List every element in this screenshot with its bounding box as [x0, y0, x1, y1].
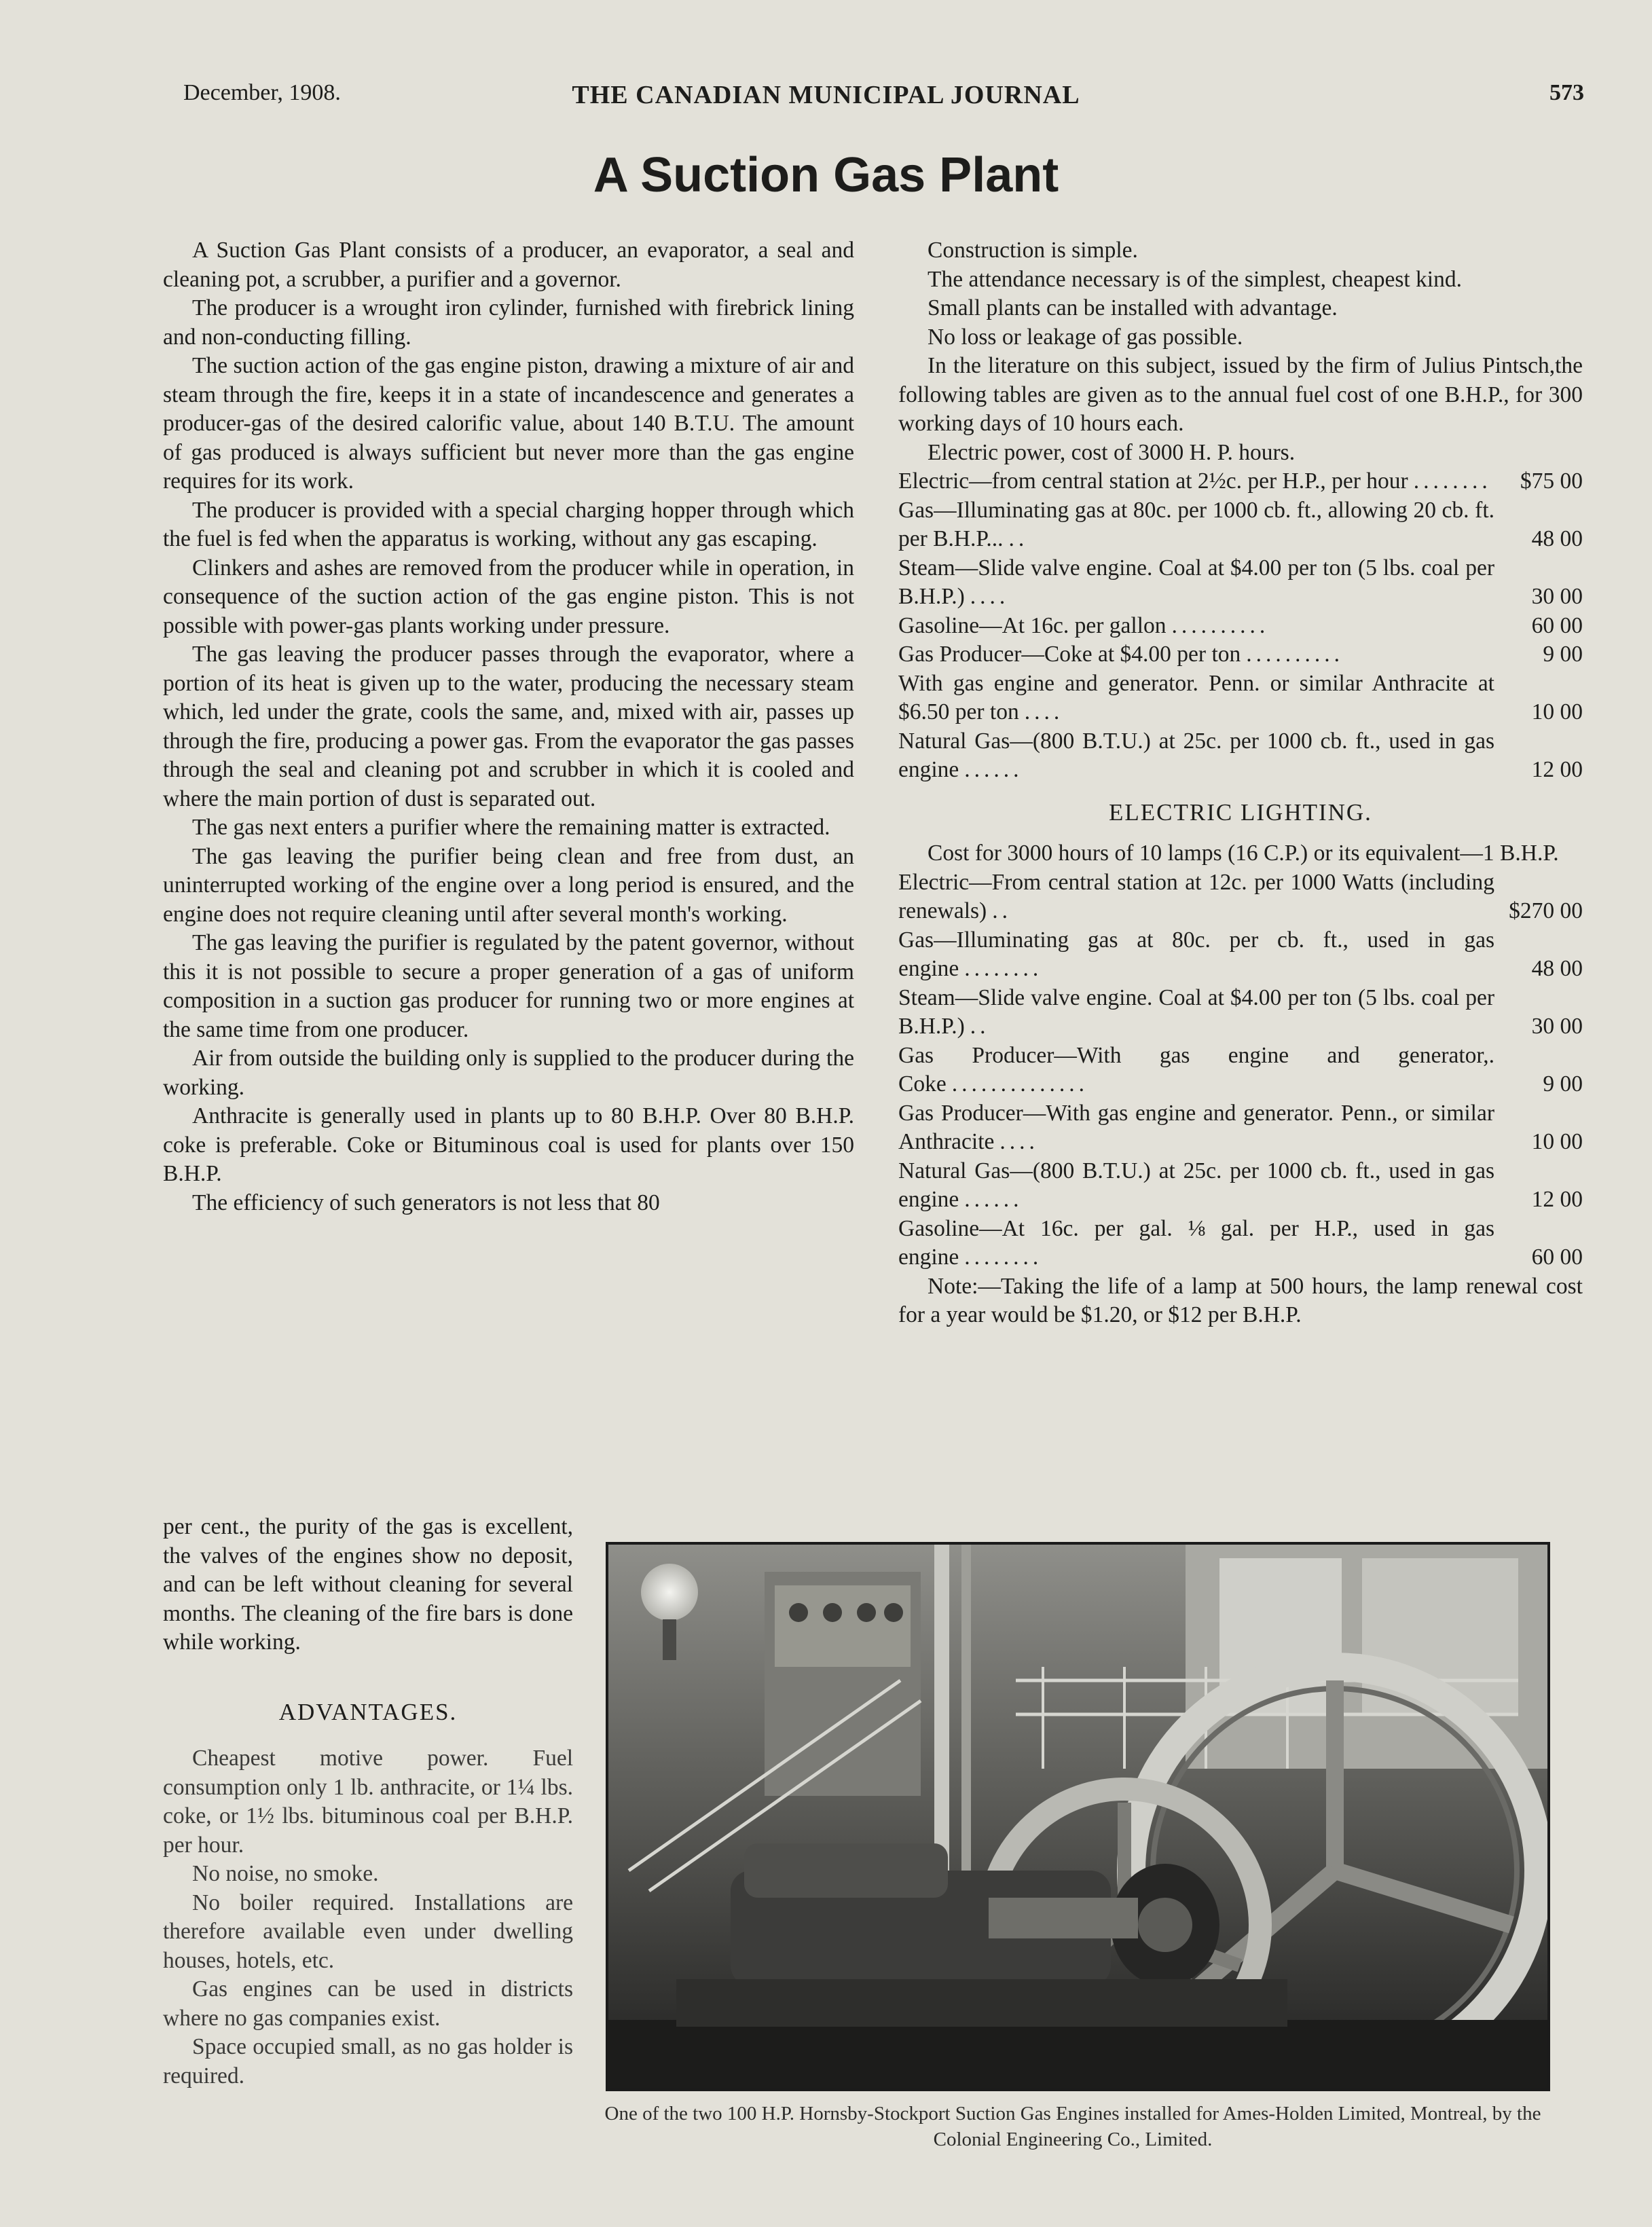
table-row — [898, 984, 1583, 1042]
paragraph: No loss or leakage of gas possible. — [928, 324, 1243, 350]
paragraph: Small plants can be installed with advantage. — [928, 295, 1338, 320]
left-column — [163, 236, 854, 1217]
table-row — [898, 727, 1583, 785]
paragraph: The gas leaving the purifier is regulated by the patent governor, without this it is not possible to secure a proper generation of a gas of uniform composition in a suction gas producer for running two or more engines at the same time from one producer. — [163, 930, 854, 1042]
row-label: Natural Gas—(800 B.T.U.) at 25c. per 1000 cb. ft., used in gas engine — [898, 1158, 1494, 1212]
issue-date: December, 1908. — [183, 80, 341, 105]
table-row — [898, 1215, 1583, 1272]
row-label: Gasoline—At 16c. per gallon — [898, 612, 1167, 638]
paragraph: per cent., the purity of the gas is excellent, the valves of the engines show no deposit, and can be left without cleaning for several months. The cleaning of the fire bars is done while working. — [163, 1514, 573, 1655]
row-amount: 12 00 — [1531, 1187, 1583, 1212]
leader-dots: .. — [1008, 526, 1029, 551]
paragraph: The efficiency of such generators is not less that 80 — [192, 1190, 660, 1215]
table-row — [898, 1099, 1583, 1157]
row-label: Gas Producer—Coke at $4.00 per ton — [898, 642, 1241, 667]
advantages-heading: ADVANTAGES. — [278, 1699, 458, 1725]
leader-dots: .......... — [1171, 612, 1270, 638]
paragraph: The attendance necessary is of the simplest, cheapest kind. — [928, 266, 1462, 292]
table-row — [898, 640, 1583, 669]
engine-photograph — [606, 1542, 1550, 2091]
leader-dots: ...... — [964, 1187, 1023, 1212]
row-label: Gas—Illuminating gas at 80c. per 1000 cb. ft., allowing 20 cb. ft. per B.H.P... — [898, 497, 1494, 551]
row-label: With gas engine and generator. Penn. or similar Anthracite at $6.50 per ton — [898, 670, 1494, 724]
lighting-heading: ELECTRIC LIGHTING. — [1109, 798, 1372, 826]
row-amount: 30 00 — [1531, 584, 1583, 609]
paragraph: The producer is a wrought iron cylinder, furnished with firebrick lining and non-conducting filling. — [163, 295, 854, 350]
paragraph: The producer is provided with a special charging hopper through which the fuel is fed when the apparatus is working, without any gas escaping. — [163, 497, 854, 551]
row-label: Steam—Slide valve engine. Coal at $4.00 per ton (5 lbs. coal per B.H.P.) — [898, 984, 1494, 1039]
paragraph: Anthracite is generally used in plants up to 80 B.H.P. Over 80 B.H.P. coke is preferable. Coke or Bituminous coal is used for plants over 150 B.H.P. — [163, 1103, 854, 1186]
table-intro: Cost for 3000 hours of 10 lamps (16 C.P.) or its equivalent—1 B.H.P. — [928, 841, 1559, 866]
advantage-item: No noise, no smoke. — [192, 1861, 379, 1886]
left-continuation — [163, 1513, 573, 1657]
row-amount: 12 00 — [1531, 757, 1583, 782]
row-amount: 10 00 — [1531, 699, 1583, 724]
advantage-item: Space occupied small, as no gas holder is required. — [163, 2034, 573, 2088]
leader-dots: .... — [999, 1129, 1039, 1154]
leader-dots: ........ — [964, 956, 1043, 981]
paragraph: Construction is simple. — [928, 238, 1138, 263]
paragraph: In the literature on this subject, issued by the firm of Julius Pintsch,the following tables are given as to the annual fuel cost of one B.H.P., for 300 working days of 10 hours each. — [898, 353, 1583, 436]
table-row — [898, 1157, 1583, 1215]
leader-dots: .......... — [1246, 642, 1344, 667]
engine-illustration — [608, 1545, 1547, 2088]
row-amount: $270 00 — [1509, 898, 1583, 923]
article-title: A Suction Gas Plant — [593, 148, 1059, 202]
paragraph: Clinkers and ashes are removed from the producer while in operation, in consequence of the suction action of the gas engine piston. This is not possible with power-gas plants working under pressure. — [163, 555, 854, 638]
paragraph: The gas leaving the producer passes through the evaporator, where a portion of its heat is given up to the water, producing the necessary steam which, led under the grate, cools the same, and, mixed with air, passes up through the fire, producing a power gas. From the evaporator the gas passes through the seal and cleaning pot and scrubber in which it is cooled and where the main portion of dust is separated out. — [163, 642, 854, 811]
paragraph: A Suction Gas Plant consists of a producer, an evaporator, a seal and cleaning pot, a scrubber, a purifier and a governor. — [163, 238, 854, 292]
row-label: Electric—From central station at 12c. per 1000 Watts (including renewals) — [898, 869, 1494, 923]
row-amount: $75 00 — [1520, 468, 1583, 494]
paragraph: Air from outside the building only is supplied to the producer during the working. — [163, 1046, 854, 1100]
table-row — [898, 1042, 1583, 1099]
table-row — [898, 926, 1583, 984]
row-label: Gas Producer—With gas engine and generator,. Coke — [898, 1042, 1494, 1097]
row-amount: 9 00 — [1543, 1071, 1583, 1097]
table-row — [898, 467, 1583, 496]
advantage-item: Cheapest motive power. Fuel consumption only 1 lb. anthracite, or 1¼ lbs. coke, or 1½ lbs. bituminous coal per B.H.P. per hour. — [163, 1746, 573, 1858]
leader-dots: .. — [970, 1014, 990, 1039]
paragraph: The gas next enters a purifier where the remaining matter is extracted. — [192, 815, 830, 840]
leader-dots: ...... — [964, 757, 1023, 782]
photo-caption: One of the two 100 H.P. Hornsby-Stockport Suction Gas Engines installed for Ames-Holden Limited, Montreal, by the Colonial Engineering Co., Limited. — [604, 2103, 1541, 2150]
journal-name: THE CANADIAN MUNICIPAL JOURNAL — [572, 81, 1080, 109]
row-label: Steam—Slide valve engine. Coal at $4.00 per ton (5 lbs. coal per B.H.P.) — [898, 555, 1494, 609]
table-row — [898, 496, 1583, 554]
row-amount: 9 00 — [1543, 642, 1583, 667]
row-amount: 48 00 — [1531, 956, 1583, 981]
row-label: Electric—from central station at 2½c. per H.P., per hour — [898, 468, 1408, 494]
advantage-item: Gas engines can be used in districts where no gas companies exist. — [163, 1976, 573, 2031]
paragraph: The suction action of the gas engine piston, drawing a mixture of air and steam through the fire, keeps it in a state of incandescence and generates a producer-gas of the desired calorific value, about 140 B.T.U. The amount of gas produced is always sufficient but never more than the gas engine requires for its work. — [163, 353, 854, 494]
row-amount: 60 00 — [1531, 612, 1583, 638]
row-label: Gas—Illuminating gas at 80c. per cb. ft., used in gas engine — [898, 927, 1494, 981]
row-amount: 48 00 — [1531, 526, 1583, 551]
row-amount: 30 00 — [1531, 1014, 1583, 1039]
lighting-cost-table — [898, 839, 1583, 1330]
leader-dots: ........ — [1413, 468, 1492, 494]
row-label: Natural Gas—(800 B.T.U.) at 25c. per 1000 cb. ft., used in gas engine — [898, 728, 1494, 782]
row-amount: 60 00 — [1531, 1245, 1583, 1270]
leader-dots: .. — [992, 898, 1012, 923]
table-heading: Electric power, cost of 3000 H. P. hours. — [928, 439, 1296, 465]
row-label: Gasoline—At 16c. per gal. ⅛ gal. per H.P., used in gas engine — [898, 1215, 1494, 1270]
leader-dots: .... — [970, 584, 1010, 609]
advantages-list — [163, 1744, 573, 2091]
power-cost-table — [898, 439, 1583, 785]
advantage-item: No boiler required. Installations are therefore available even under dwelling houses, hotels, etc. — [163, 1890, 573, 1973]
paragraph: The gas leaving the purifier being clean and free from dust, an uninterrupted working of the engine over a long period is ensured, and the engine does not require cleaning until after several month's working. — [163, 843, 854, 927]
row-label: Gas Producer—With gas engine and generator. Penn., or similar Anthracite — [898, 1100, 1494, 1154]
table-row — [898, 868, 1583, 926]
leader-dots: ........ — [964, 1245, 1043, 1270]
table-row — [898, 612, 1583, 641]
leader-dots: .... — [1024, 699, 1064, 724]
page-number: 573 — [1549, 80, 1584, 105]
table-row — [898, 669, 1583, 727]
right-column — [898, 236, 1583, 1330]
lighting-note: Note:—Taking the life of a lamp at 500 hours, the lamp renewal cost for a year would be $1.20, or $12 per B.H.P. — [898, 1273, 1583, 1327]
table-row — [898, 554, 1583, 612]
leader-dots: .............. — [951, 1071, 1088, 1097]
row-amount: 10 00 — [1531, 1129, 1583, 1154]
